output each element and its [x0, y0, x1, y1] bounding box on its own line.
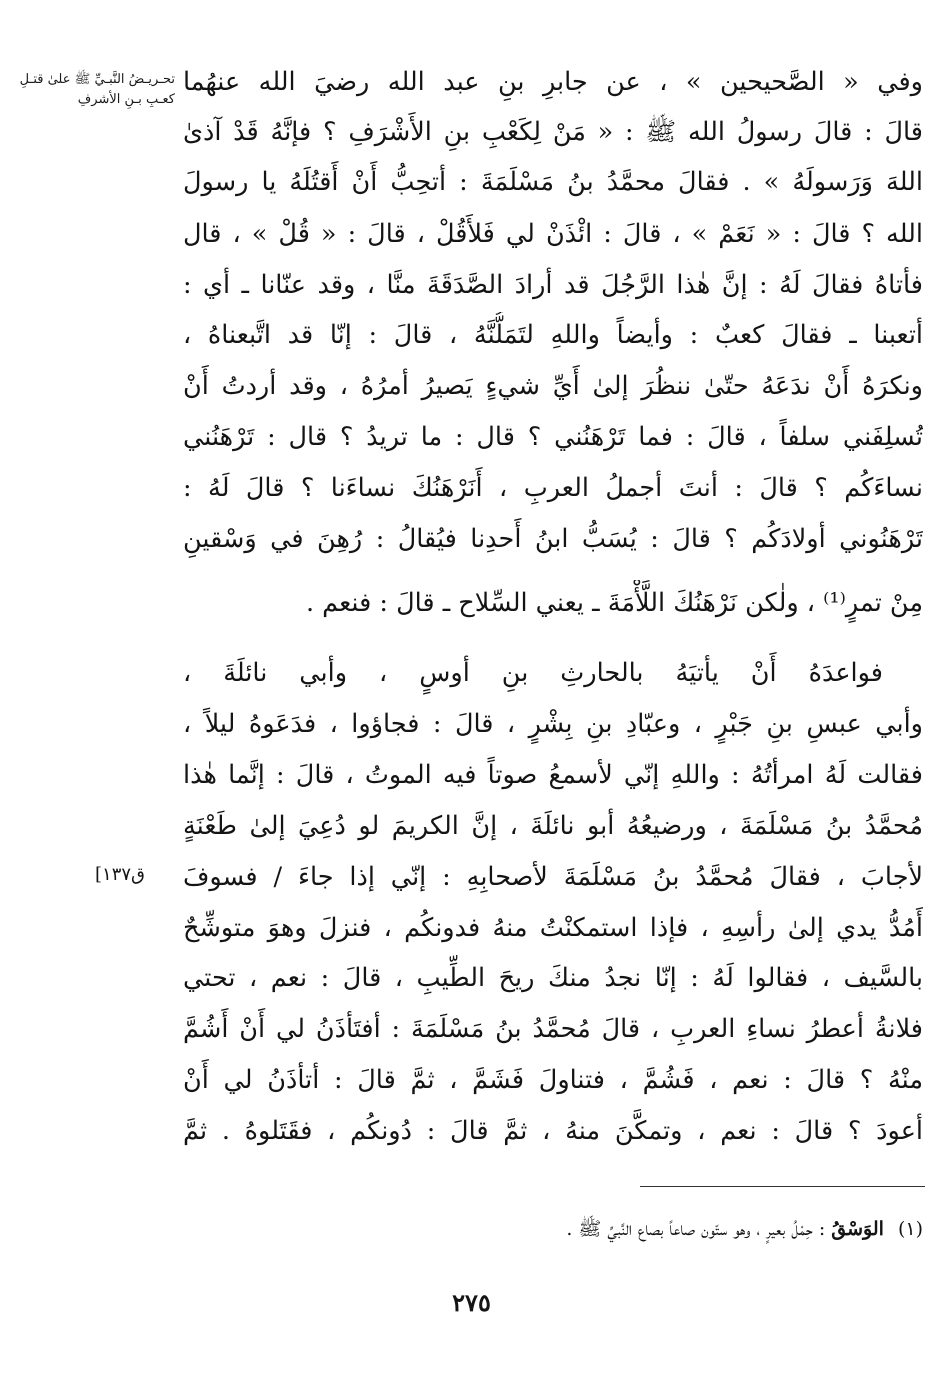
- margin-note-heading: تحـريـضُ النَّبـيِّ ﷺ علىٰ قتـلِ كعـبِ بـنِ الأشرفِ: [19, 72, 175, 107]
- text-line: نساءَكُم ؟ قالَ : أنتَ أجملُ العربِ ، أَنَرْهَنُكَ نساءَنا ؟ قالَ لَهُ :: [183, 473, 923, 503]
- text-line: فواعدَهُ أَنْ يأتيَهُ بالحارثِ بنِ أوسٍ ، وأبي نائلَةَ ،: [183, 658, 883, 688]
- footnote-divider: [640, 1186, 925, 1187]
- footnote: [183, 1212, 923, 1246]
- footnote-text: : حِمْلُ بعيرٍ ، وهو ستّون صاعاً بصاع النَّبيِّ ﷺ .: [566, 1218, 826, 1240]
- text-line: وأبي عبسِ بنِ جَبْرٍ ، وعبّادِ بنِ بِشْرٍ ، قالَ : فجاؤوا ، فدَعَوهُ ليلاً ،: [183, 709, 923, 739]
- text-line: اللهَ وَرَسولَهُ » . فقالَ محمَّدُ بنُ مَسْلَمَةَ : أتحِبُّ أَنْ أَقتُلَهُ يا رسولَ: [183, 167, 923, 197]
- text-line: تُسلِفَني سلفاً ، قالَ : فما تَرْهَنُني ؟ قال : ما تريدُ ؟ قال : تَرْهَنُني: [183, 422, 923, 452]
- text-line: قالَ : قالَ رسولُ الله ﷺ : « مَنْ لِكَعْبِ بنِ الأَشْرَفِ ؟ فإنَّهُ قَدْ آذىٰ: [183, 117, 923, 147]
- footnote-term: الوَسْقُ: [831, 1218, 884, 1240]
- text-line: منْهُ ؟ قالَ : نعم ، فَشُمَّ ، فتناولَ فَشَمَّ ، ثمَّ قالَ : أتأذَنُ لي أَنْ: [183, 1065, 923, 1095]
- page-number: ٢٧٥: [452, 1288, 491, 1317]
- footnote-number: (١): [897, 1218, 923, 1240]
- text-line: فلانةُ أعطرُ نساءِ العربِ ، قالَ مُحمَّدُ بنُ مَسْلَمَةَ : أفتَأذَنُ لي أَنْ أَشُمَّ: [183, 1014, 923, 1044]
- text-line: لأجابَ ، فقالَ مُحمَّدُ بنُ مَسْلَمَةَ لأصحابِهِ : إنّي إذا جاءَ / فسوفَ: [183, 862, 923, 892]
- text-line: أَمُدُّ يدي إلىٰ رأسِهِ ، فإذا استمكنْتُ منهُ فدونكُم ، فنزلَ وهوَ متوشِّحٌ: [183, 913, 923, 943]
- text-line: فأتاهُ فقالَ لَهُ : إنَّ هٰذا الرَّجُلَ قد أرادَ الصَّدَقَةَ منَّا ، وقد عنّانا ـ أي :: [183, 270, 923, 300]
- text-line: فقالت لَهُ امرأتُهُ : واللهِ إنّي لأسمعُ صوتاً فيه الموتُ ، قالَ : إنَّما هٰذا: [183, 760, 923, 790]
- text-line: أعودَ ؟ قالَ : نعم ، وتمكَّنَ منهُ ، ثمَّ قالَ : دُونكُم ، فقَتَلوهُ . ثمَّ: [183, 1116, 923, 1146]
- text-line: وفي « الصَّحيحين » ، عن جابرِ بنِ عبد الله رضيَ الله عنهُما: [183, 67, 923, 97]
- text-line: بالسَّيف ، فقالوا لَهُ : إنّا نجدُ منكَ ريحَ الطِّيبِ ، قالَ : نعم ، تحتي: [183, 963, 923, 993]
- text-line: أتعبنا ـ فقالَ كعبٌ : وأيضاً واللهِ لتَمَلُّنَّهُ ، قالَ : إنّا قد اتَّبعناهُ ،: [183, 320, 923, 350]
- text-line: تَرْهَنُوني أولادَكُم ؟ قالَ : يُسَبُّ ابنُ أَحدِنا فيُقالُ : رُهِنَ في وَسْقينِ: [183, 524, 923, 554]
- text-line: ونكرَهُ أَنْ ندَعَهُ حتّىٰ ننظُرَ إلىٰ أَيِّ شيءٍ يَصيرُ أمرُهُ ، وقد أردتُ أَنْ: [183, 371, 923, 401]
- text-line: مِنْ تمرٍ⁽¹⁾ ، ولٰكن نَرْهَنُكَ اللَّأْمَةَ ـ يعني السِّلاح ـ قالَ : فنعم .: [305, 588, 923, 618]
- text-line: مُحمَّدُ بنُ مَسْلَمَةَ ، ورضيعُهُ أبو نائلَةَ ، إنَّ الكريمَ لو دُعِيَ إلىٰ طَعْنَةٍ: [183, 811, 923, 841]
- manuscript-folio-marker: [ق١٣٧: [95, 864, 146, 885]
- text-line: الله ؟ قالَ : « نَعَمْ » ، قالَ : ائْذَنْ لي فَلأَقُلْ ، قالَ : « قُلْ » ، قال: [183, 219, 923, 249]
